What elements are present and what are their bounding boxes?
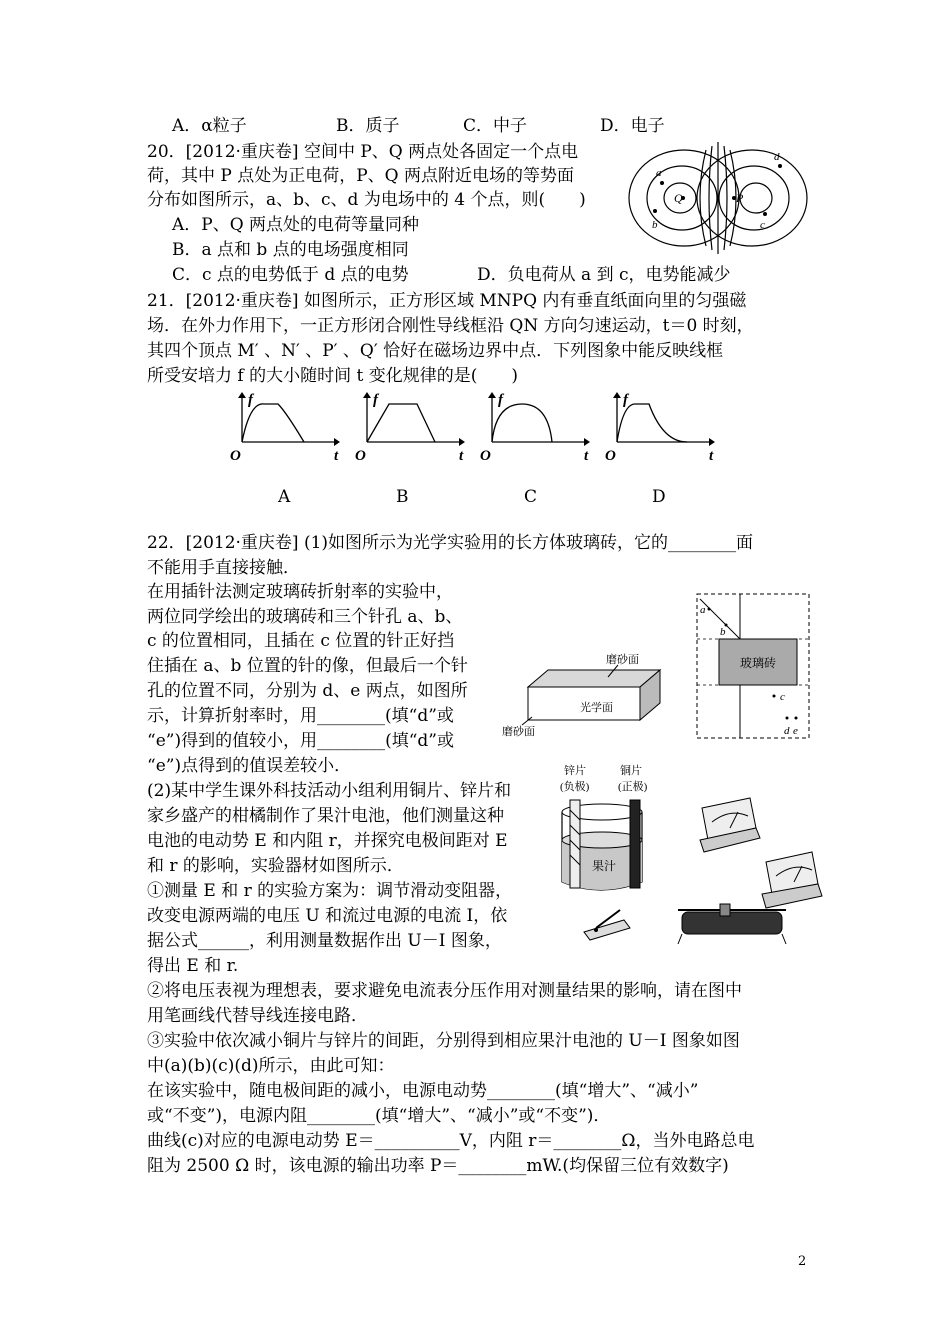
q20-option-c: C．c 点的电势低于 d 点的电势 (172, 265, 409, 285)
f-axis-label: f (623, 392, 628, 408)
q21-line-4: 所受安培力 f 的大小随时间 t 变化规律的是( ) (147, 366, 519, 386)
q21-line-2: 场．在外力作用下，一正方形闭合刚性导线框沿 QN 方向匀速运动，t＝0 时刻， (147, 316, 754, 336)
q20-line-2: 荷，其中 P 点处为正电荷，P、Q 两点附近电场的等势面 (147, 166, 575, 186)
graph-d (605, 392, 715, 464)
label-a: a (656, 167, 662, 179)
x-arrow (334, 438, 340, 446)
q22-p7: “e”)得到的值较小，用________(填“d”或 (147, 731, 454, 751)
pin-a: a (700, 604, 706, 616)
zinc-label: 锌片 (564, 765, 586, 777)
origin-label: O (230, 448, 241, 464)
label-c: c (760, 219, 765, 231)
battery-apparatus-figure (550, 760, 825, 950)
q22-s14: 或“不变”)，电源内阻________(填“增大”、“减小”或“不变”)． (147, 1106, 611, 1126)
y-arrow (488, 392, 496, 398)
q22-s6: 改变电源两端的电压 U 和流过电源的电流 I，依 (147, 906, 508, 926)
graph-label-c: C (524, 487, 538, 507)
label-p: P (736, 191, 744, 205)
q22-s1: (2)某中学生课外科技活动小组利用铜片、锌片和 (147, 781, 512, 801)
f-curve (492, 404, 552, 442)
q22-s4: 和 r 的影响，实验器材如图所示． (147, 856, 404, 876)
label-b: b (652, 219, 658, 231)
graph-label-a: A (278, 487, 291, 507)
origin-label: O (355, 448, 366, 464)
q20-option-b: B．a 点和 b 点的电场强度相同 (172, 240, 409, 260)
q21-line-3: 其四个顶点 M′ 、N′ 、P′ 、Q′ 恰好在磁场边界中点．下列图象中能反映线框 (147, 341, 724, 361)
rheostat-icon (678, 904, 786, 944)
f-curve (367, 404, 435, 442)
pin-e: e (793, 725, 798, 737)
x-arrow (584, 438, 590, 446)
q22-p1: 在用插针法测定玻璃砖折射率的实验中， (147, 582, 453, 602)
pin-d: d (784, 725, 790, 737)
q22-s3: 电池的电动势 E 和内阻 r，并探究电极间距对 E (147, 831, 508, 851)
q22-p5: 孔的位置不同，分别为 d、e 两点，如图所 (147, 681, 468, 701)
q20-line-3: 分布如图所示，a、b、c、d 为电场中的 4 个点，则( ) (147, 190, 586, 210)
graph-label-b: B (396, 487, 409, 507)
q22-s16: 阻为 2500 Ω 时，该电源的输出功率 P＝________mW.(均保留三位有效数字) (147, 1156, 729, 1176)
q22-p2: 两位同学绘出的玻璃砖和三个针孔 a、b、 (147, 607, 463, 627)
f-axis-label: f (373, 392, 378, 408)
q22-s13: 在该实验中，随电极间距的减小，电源电动势________(填“增大”、“减小” (147, 1081, 699, 1101)
f-curve (242, 404, 304, 442)
q22-p8: “e”)点得到的值误差较小． (147, 756, 352, 776)
pin-c: c (780, 691, 785, 703)
label-q: Q (674, 191, 683, 205)
y-arrow (613, 392, 621, 398)
q22-s12: 中(a)(b)(c)(d)所示，由此可知： (147, 1056, 395, 1076)
glass-bottom-label: 磨砂面 (502, 726, 535, 738)
pin-method-figure (696, 593, 811, 740)
pin-b: b (720, 626, 726, 638)
origin-label: O (480, 448, 491, 464)
q19-option-b: B．质子 (336, 116, 400, 136)
q22-s5: ①测量 E 和 r 的实验方案为：调节滑动变阻器， (147, 881, 513, 901)
x-arrow (459, 438, 465, 446)
y-arrow (238, 392, 246, 398)
glass-block-label: 玻璃砖 (740, 656, 777, 670)
q22-line-2: 不能用手直接接触． (147, 558, 300, 578)
y-arrow (363, 392, 371, 398)
graph-label-d: D (652, 487, 666, 507)
ammeter-icon (762, 852, 822, 908)
q22-s2: 家乡盛产的柑橘制作了果汁电池，他们测量这种 (147, 806, 504, 826)
t-axis-label: t (709, 448, 714, 464)
q21-graphs (228, 390, 718, 470)
t-axis-label: t (584, 448, 589, 464)
x-arrow (709, 438, 715, 446)
page-number: 2 (798, 1254, 807, 1269)
q22-p3: c 的位置相同，且插在 c 位置的针正好挡 (147, 631, 455, 651)
q21-line-1: 21．[2012·重庆卷] 如图所示，正方形区域 MNPQ 内有垂直纸面向里的匀强磁 (147, 291, 747, 311)
q20-line-1: 20．[2012·重庆卷] 空间中 P、Q 两点处各固定一个点电 (147, 142, 579, 162)
q20-option-a: A．P、Q 两点处的电荷等量同种 (172, 215, 420, 235)
label-d: d (774, 151, 780, 163)
q20-option-d: D．负电荷从 a 到 c，电势能减少 (477, 265, 731, 285)
glass-front-label: 光学面 (580, 702, 613, 714)
q22-s15: 曲线(c)对应的电源电动势 E＝__________V，内阻 r＝________Ω，当外电路总电 (147, 1131, 755, 1151)
q22-s9: ②将电压表视为理想表，要求避免电流表分压作用对测量结果的影响，请在图中 (147, 981, 742, 1001)
graph-c (480, 392, 590, 464)
f-curve (617, 404, 687, 442)
q22-s10: 用笔画线代替导线连接电路． (147, 1006, 368, 1026)
t-axis-label: t (334, 448, 339, 464)
glass-block-figure (500, 645, 680, 740)
origin-label: O (605, 448, 616, 464)
graph-a (230, 392, 340, 464)
q22-s8: 得出 E 和 r. (147, 956, 239, 976)
q22-s11: ③实验中依次减小铜片与锌片的间距，分别得到相应果汁电池的 U－I 图象如图 (147, 1031, 740, 1051)
zinc-sub-label: (负极) (560, 781, 590, 793)
q19-option-c: C．中子 (463, 116, 528, 136)
graph-b (355, 392, 465, 464)
q19-option-a: A．α粒子 (172, 116, 247, 136)
f-axis-label: f (248, 392, 253, 408)
voltmeter-icon (700, 798, 760, 852)
q22-p6: 示，计算折射率时，用________(填“d”或 (147, 706, 454, 726)
switch-icon (584, 910, 630, 940)
q22-s7: 据公式______，利用测量数据作出 U－I 图象， (147, 931, 502, 951)
copper-label: 铜片 (620, 765, 642, 777)
t-axis-label: t (459, 448, 464, 464)
q22-p4: 住插在 a、b 位置的针的像，但最后一个针 (147, 656, 468, 676)
juice-label: 果汁 (592, 859, 617, 873)
copper-sub-label: (正极) (618, 781, 648, 793)
q19-option-d: D．电子 (600, 116, 665, 136)
equipotential-figure (622, 138, 812, 258)
f-axis-label: f (498, 392, 503, 408)
glass-top-label: 磨砂面 (606, 654, 639, 666)
q22-line-1: 22．[2012·重庆卷] (1)如图所示为光学实验用的长方体玻璃砖，它的________面 (147, 533, 754, 553)
